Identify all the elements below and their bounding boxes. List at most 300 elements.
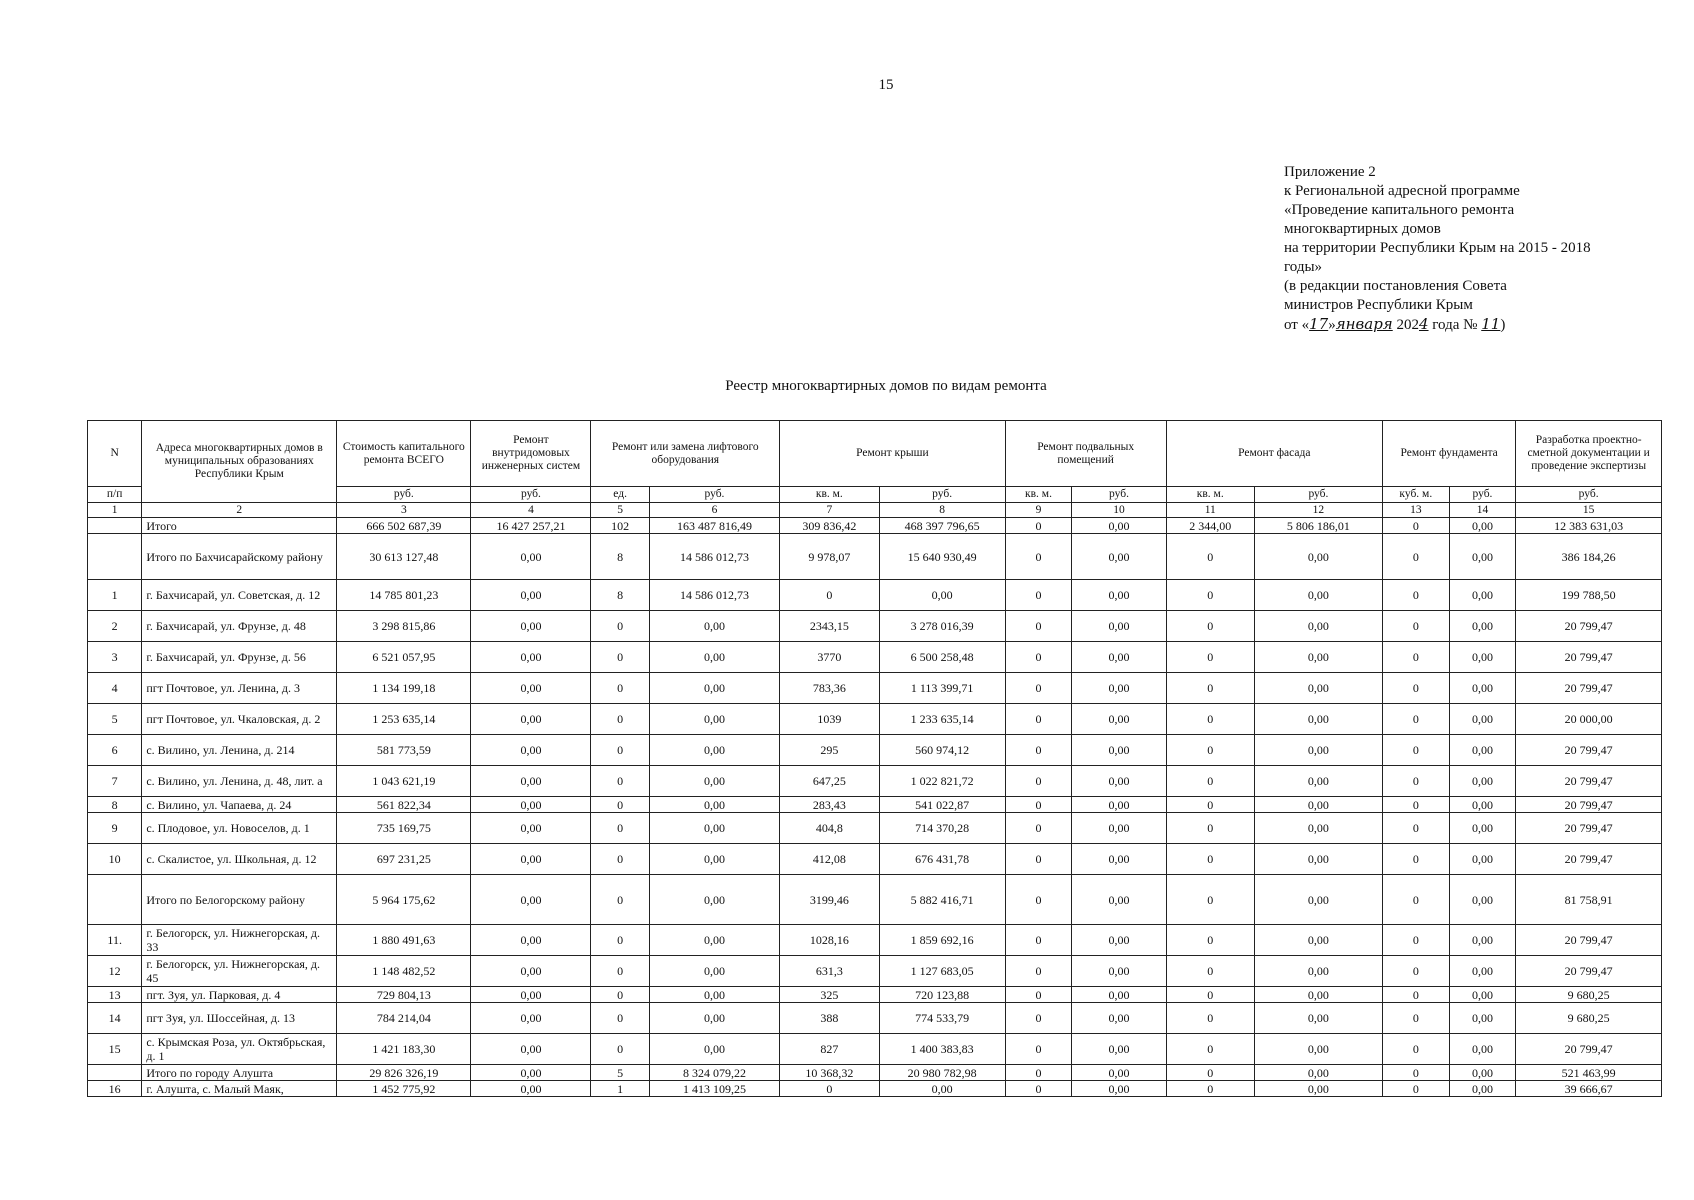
value-cell: 0,00 [1449,704,1516,735]
unit-cell: руб. [649,487,779,503]
row-number-cell: 13 [88,987,142,1003]
value-cell: 1 [591,1081,649,1097]
value-cell: 0 [1005,987,1072,1003]
value-cell: 0,00 [649,704,779,735]
value-cell: 0,00 [471,797,591,813]
value-cell: 0,00 [471,704,591,735]
value-cell: 0 [1383,1081,1450,1097]
value-cell: 0 [1166,642,1254,673]
appendix-line: (в редакции постановления Совета [1284,278,1507,294]
value-cell: 0 [1005,1003,1072,1034]
value-cell: 560 974,12 [879,735,1005,766]
address-cell: г. Бахчисарай, ул. Советская, д. 12 [142,580,337,611]
header-npp: п/п [88,487,142,503]
table-row [88,956,1662,987]
value-cell: 0 [591,925,649,956]
value-cell: 0 [1166,735,1254,766]
row-number-cell: 10 [88,844,142,875]
value-cell: 0,00 [1072,956,1166,987]
value-cell: 9 680,25 [1516,987,1662,1003]
header-design: Разработка проектно-сметной документации и проведение экспертизы [1516,421,1662,487]
address-cell: г. Белогорск, ул. Нижнегорская, д. 33 [142,925,337,956]
value-cell: 325 [780,987,879,1003]
value-cell: 0 [591,704,649,735]
header-internal-systems: Ремонт внутридомовых инженерных систем [471,421,591,487]
page-number: 15 [878,77,894,93]
value-cell: 0,00 [1072,813,1166,844]
column-number: 5 [591,503,649,518]
value-cell: 0 [1005,1081,1072,1097]
column-number: 8 [879,503,1005,518]
value-cell: 0,00 [471,1003,591,1034]
row-number-cell: 15 [88,1034,142,1065]
value-cell: 0,00 [649,673,779,704]
row-number-cell: 3 [88,642,142,673]
address-cell: Итого по городу Алушта [142,1065,337,1081]
value-cell: 0 [1005,642,1072,673]
value-cell: 29 826 326,19 [337,1065,471,1081]
date-suffix: ) [1500,317,1506,333]
value-cell: 0 [591,956,649,987]
value-cell: 20 799,47 [1516,797,1662,813]
header-foundation: Ремонт фундамента [1383,421,1516,487]
value-cell: 20 799,47 [1516,956,1662,987]
value-cell: 0 [1383,813,1450,844]
value-cell: 0 [591,766,649,797]
row-number-cell: 12 [88,956,142,987]
value-cell: 0,00 [1449,766,1516,797]
value-cell: 1 880 491,63 [337,925,471,956]
value-cell: 1 022 821,72 [879,766,1005,797]
table-row [88,735,1662,766]
unit-cell: руб. [337,487,471,503]
value-cell: 1 859 692,16 [879,925,1005,956]
column-number: 12 [1254,503,1382,518]
value-cell: 0,00 [1072,704,1166,735]
row-number-cell [88,875,142,925]
value-cell: 1 113 399,71 [879,673,1005,704]
value-cell: 5 [591,1065,649,1081]
value-cell: 468 397 796,65 [879,518,1005,534]
value-cell: 0,00 [1449,813,1516,844]
value-cell: 3770 [780,642,879,673]
value-cell: 5 964 175,62 [337,875,471,925]
value-cell: 0 [1005,766,1072,797]
unit-cell: ед. [591,487,649,503]
value-cell: 0,00 [1254,580,1382,611]
address-cell: г. Бахчисарай, ул. Фрунзе, д. 56 [142,642,337,673]
value-cell: 0,00 [471,1034,591,1065]
value-cell: 3 298 815,86 [337,611,471,642]
row-number-cell [88,518,142,534]
table-row [88,704,1662,735]
value-cell: 30 613 127,48 [337,534,471,580]
header-facade: Ремонт фасада [1166,421,1382,487]
value-cell: 0,00 [471,844,591,875]
value-cell: 10 368,32 [780,1065,879,1081]
decree-number: 11 [1481,315,1501,333]
value-cell: 0,00 [1072,611,1166,642]
table-row [88,844,1662,875]
value-cell: 0,00 [649,1034,779,1065]
registry-table [87,420,1662,1097]
table-row [88,987,1662,1003]
value-cell: 0 [1383,642,1450,673]
value-cell: 0 [1005,956,1072,987]
address-cell: с. Вилино, ул. Чапаева, д. 24 [142,797,337,813]
value-cell: 0,00 [1072,1065,1166,1081]
value-cell: 0,00 [1449,642,1516,673]
value-cell: 0,00 [649,813,779,844]
column-number: 7 [780,503,879,518]
value-cell: 714 370,28 [879,813,1005,844]
unit-cell: кв. м. [1166,487,1254,503]
table-row [88,580,1662,611]
value-cell: 0,00 [471,735,591,766]
value-cell: 0,00 [1449,956,1516,987]
value-cell: 0,00 [1254,611,1382,642]
address-cell: с. Плодовое, ул. Новоселов, д. 1 [142,813,337,844]
row-number-cell [88,1065,142,1081]
value-cell: 0 [1005,844,1072,875]
address-cell: г. Белогорск, ул. Нижнегорская, д. 45 [142,956,337,987]
column-number: 14 [1449,503,1516,518]
value-cell: 0 [591,1034,649,1065]
value-cell: 81 758,91 [1516,875,1662,925]
value-cell: 521 463,99 [1516,1065,1662,1081]
date-year-digit: 4 [1418,315,1429,333]
value-cell: 827 [780,1034,879,1065]
value-cell: 0 [1166,925,1254,956]
value-cell: 0,00 [1449,797,1516,813]
value-cell: 0,00 [649,735,779,766]
value-cell: 0 [591,611,649,642]
appendix-line: «Проведение капитального ремонта [1284,202,1515,218]
unit-cell: руб. [1449,487,1516,503]
value-cell: 20 799,47 [1516,766,1662,797]
value-cell: 0,00 [1254,1034,1382,1065]
value-cell: 0 [1166,844,1254,875]
row-number-cell: 16 [88,1081,142,1097]
value-cell: 0 [1166,956,1254,987]
date-day: 17 [1309,315,1329,333]
value-cell: 0,00 [471,875,591,925]
header-cost-total: Стоимость капитального ремонта ВСЕГО [337,421,471,487]
value-cell: 0,00 [1254,925,1382,956]
column-number: 4 [471,503,591,518]
value-cell: 20 799,47 [1516,925,1662,956]
value-cell: 283,43 [780,797,879,813]
table-row [88,813,1662,844]
value-cell: 0,00 [1072,844,1166,875]
value-cell: 0,00 [1449,611,1516,642]
value-cell: 0,00 [1449,580,1516,611]
appendix-line: министров Республики Крым [1284,297,1473,313]
column-number: 10 [1072,503,1166,518]
address-cell: с. Крымская Роза, ул. Октябрьская, д. 1 [142,1034,337,1065]
value-cell: 0 [1005,925,1072,956]
row-number-cell: 11. [88,925,142,956]
registry-title: Реестр многоквартирных домов по видам ремонта [725,378,1047,394]
address-cell: г. Алушта, с. Малый Маяк, [142,1081,337,1097]
value-cell: 16 427 257,21 [471,518,591,534]
value-cell: 0,00 [471,642,591,673]
value-cell: 0,00 [1449,844,1516,875]
row-number-cell: 4 [88,673,142,704]
value-cell: 9 680,25 [1516,1003,1662,1034]
value-cell: 0,00 [1449,673,1516,704]
value-cell: 0,00 [1254,1081,1382,1097]
table-row [88,925,1662,956]
value-cell: 0 [1166,797,1254,813]
value-cell: 14 586 012,73 [649,580,779,611]
table-row [88,797,1662,813]
value-cell: 0 [1383,518,1450,534]
value-cell: 0,00 [649,611,779,642]
column-number: 2 [142,503,337,518]
value-cell: 0,00 [1254,1003,1382,1034]
value-cell: 0,00 [1072,1081,1166,1097]
value-cell: 0,00 [1072,797,1166,813]
table-row [88,518,1662,534]
value-cell: 9 978,07 [780,534,879,580]
unit-cell: кв. м. [1005,487,1072,503]
value-cell: 0 [1383,797,1450,813]
value-cell: 561 822,34 [337,797,471,813]
value-cell: 0 [591,642,649,673]
value-cell: 0 [1383,704,1450,735]
value-cell: 20 980 782,98 [879,1065,1005,1081]
row-number-cell: 2 [88,611,142,642]
value-cell: 0,00 [1449,534,1516,580]
table-row [88,875,1662,925]
value-cell: 0 [1166,704,1254,735]
value-cell: 581 773,59 [337,735,471,766]
value-cell: 0 [780,580,879,611]
table-row [88,1003,1662,1034]
row-number-cell: 8 [88,797,142,813]
value-cell: 20 799,47 [1516,735,1662,766]
value-cell: 0,00 [879,580,1005,611]
value-cell: 6 521 057,95 [337,642,471,673]
value-cell: 0,00 [1449,1034,1516,1065]
value-cell: 0 [591,875,649,925]
value-cell: 163 487 816,49 [649,518,779,534]
value-cell: 0 [1166,673,1254,704]
value-cell: 3199,46 [780,875,879,925]
header-address: Адреса многоквартирных домов в муниципальных образованиях Республики Крым [142,421,337,503]
value-cell: 0,00 [649,925,779,956]
value-cell: 0,00 [1254,766,1382,797]
header-elevator: Ремонт или замена лифтового оборудования [591,421,780,487]
value-cell: 0 [1166,1081,1254,1097]
row-number-cell [88,534,142,580]
date-mid: года № [1428,317,1482,333]
value-cell: 676 431,78 [879,844,1005,875]
date-prefix: от « [1284,317,1310,333]
value-cell: 20 799,47 [1516,611,1662,642]
value-cell: 0,00 [649,987,779,1003]
value-cell: 0 [1166,987,1254,1003]
value-cell: 0 [780,1081,879,1097]
value-cell: 0,00 [471,925,591,956]
value-cell: 0 [1383,1034,1450,1065]
table-row [88,1065,1662,1081]
value-cell: 386 184,26 [1516,534,1662,580]
value-cell: 3 278 016,39 [879,611,1005,642]
value-cell: 0,00 [1449,1081,1516,1097]
value-cell: 5 806 186,01 [1254,518,1382,534]
value-cell: 0 [1383,611,1450,642]
value-cell: 0 [1005,875,1072,925]
unit-cell: руб. [1254,487,1382,503]
value-cell: 0 [591,797,649,813]
value-cell: 0 [1383,1065,1450,1081]
value-cell: 404,8 [780,813,879,844]
value-cell: 0 [1166,580,1254,611]
value-cell: 388 [780,1003,879,1034]
value-cell: 0,00 [1449,1003,1516,1034]
value-cell: 0,00 [471,673,591,704]
appendix-line: многоквартирных домов [1284,221,1441,237]
value-cell: 0,00 [471,956,591,987]
unit-cell: руб. [879,487,1005,503]
value-cell: 0 [1383,956,1450,987]
value-cell: 0,00 [1254,704,1382,735]
date-year-prefix: 202 [1392,317,1419,333]
row-number-cell: 9 [88,813,142,844]
value-cell: 0 [1383,1003,1450,1034]
value-cell: 1 413 109,25 [649,1081,779,1097]
table-row [88,534,1662,580]
value-cell: 412,08 [780,844,879,875]
value-cell: 1 127 683,05 [879,956,1005,987]
table-row [88,611,1662,642]
value-cell: 0,00 [471,987,591,1003]
value-cell: 0 [1383,673,1450,704]
value-cell: 0 [1166,1003,1254,1034]
value-cell: 0,00 [1254,797,1382,813]
value-cell: 0,00 [1254,844,1382,875]
value-cell: 0,00 [1072,642,1166,673]
value-cell: 0,00 [1254,534,1382,580]
value-cell: 20 799,47 [1516,813,1662,844]
value-cell: 1 400 383,83 [879,1034,1005,1065]
value-cell: 102 [591,518,649,534]
unit-cell: руб. [1072,487,1166,503]
address-cell: г. Бахчисарай, ул. Фрунзе, д. 48 [142,611,337,642]
address-cell: с. Вилино, ул. Ленина, д. 214 [142,735,337,766]
value-cell: 14 586 012,73 [649,534,779,580]
value-cell: 1 134 199,18 [337,673,471,704]
value-cell: 0,00 [1072,534,1166,580]
value-cell: 0 [591,813,649,844]
address-cell: пгт. Зуя, ул. Парковая, д. 4 [142,987,337,1003]
value-cell: 0,00 [1072,580,1166,611]
value-cell: 0 [1383,735,1450,766]
value-cell: 0 [1166,611,1254,642]
value-cell: 0,00 [471,766,591,797]
appendix-line: к Региональной адресной программе [1284,183,1520,199]
value-cell: 1 043 621,19 [337,766,471,797]
address-cell: пгт Почтовое, ул. Ленина, д. 3 [142,673,337,704]
value-cell: 8 [591,580,649,611]
value-cell: 0,00 [1072,987,1166,1003]
value-cell: 0,00 [1449,875,1516,925]
value-cell: 2 344,00 [1166,518,1254,534]
address-cell: с. Скалистое, ул. Школьная, д. 12 [142,844,337,875]
table-row [88,1081,1662,1097]
value-cell: 0,00 [1254,642,1382,673]
value-cell: 0,00 [1254,875,1382,925]
value-cell: 0 [1166,875,1254,925]
row-number-cell: 7 [88,766,142,797]
value-cell: 0,00 [649,844,779,875]
value-cell: 39 666,67 [1516,1081,1662,1097]
value-cell: 0,00 [1449,925,1516,956]
value-cell: 1 421 183,30 [337,1034,471,1065]
value-cell: 0 [1383,925,1450,956]
table-row [88,766,1662,797]
value-cell: 1 233 635,14 [879,704,1005,735]
value-cell: 0 [1005,534,1072,580]
address-cell: с. Вилино, ул. Ленина, д. 48, лит. а [142,766,337,797]
value-cell: 0 [1383,580,1450,611]
appendix-line: годы» [1284,259,1323,275]
value-cell: 735 169,75 [337,813,471,844]
value-cell: 20 799,47 [1516,844,1662,875]
value-cell: 0,00 [1449,1065,1516,1081]
value-cell: 0 [1005,518,1072,534]
value-cell: 0,00 [471,813,591,844]
value-cell: 8 [591,534,649,580]
column-number: 6 [649,503,779,518]
value-cell: 0 [1383,875,1450,925]
value-cell: 1039 [780,704,879,735]
value-cell: 20 799,47 [1516,642,1662,673]
value-cell: 0,00 [649,797,779,813]
appendix-note [1284,163,1664,335]
value-cell: 199 788,50 [1516,580,1662,611]
value-cell: 0,00 [471,534,591,580]
value-cell: 0 [1166,1065,1254,1081]
value-cell: 1 452 775,92 [337,1081,471,1097]
value-cell: 0,00 [1254,987,1382,1003]
value-cell: 0,00 [1254,813,1382,844]
value-cell: 0,00 [649,1003,779,1034]
value-cell: 0,00 [1072,518,1166,534]
value-cell: 774 533,79 [879,1003,1005,1034]
value-cell: 0,00 [649,642,779,673]
value-cell: 20 000,00 [1516,704,1662,735]
column-number: 13 [1383,503,1450,518]
table-row [88,673,1662,704]
value-cell: 0 [1005,673,1072,704]
value-cell: 0,00 [1072,1034,1166,1065]
value-cell: 1 253 635,14 [337,704,471,735]
address-cell: Итого [142,518,337,534]
value-cell: 0,00 [471,611,591,642]
value-cell: 295 [780,735,879,766]
value-cell: 631,3 [780,956,879,987]
value-cell: 0,00 [1254,673,1382,704]
value-cell: 0,00 [1254,1065,1382,1081]
value-cell: 0,00 [649,766,779,797]
value-cell: 0 [1005,813,1072,844]
value-cell: 0,00 [1072,1003,1166,1034]
value-cell: 666 502 687,39 [337,518,471,534]
date-sep: » [1328,317,1336,333]
